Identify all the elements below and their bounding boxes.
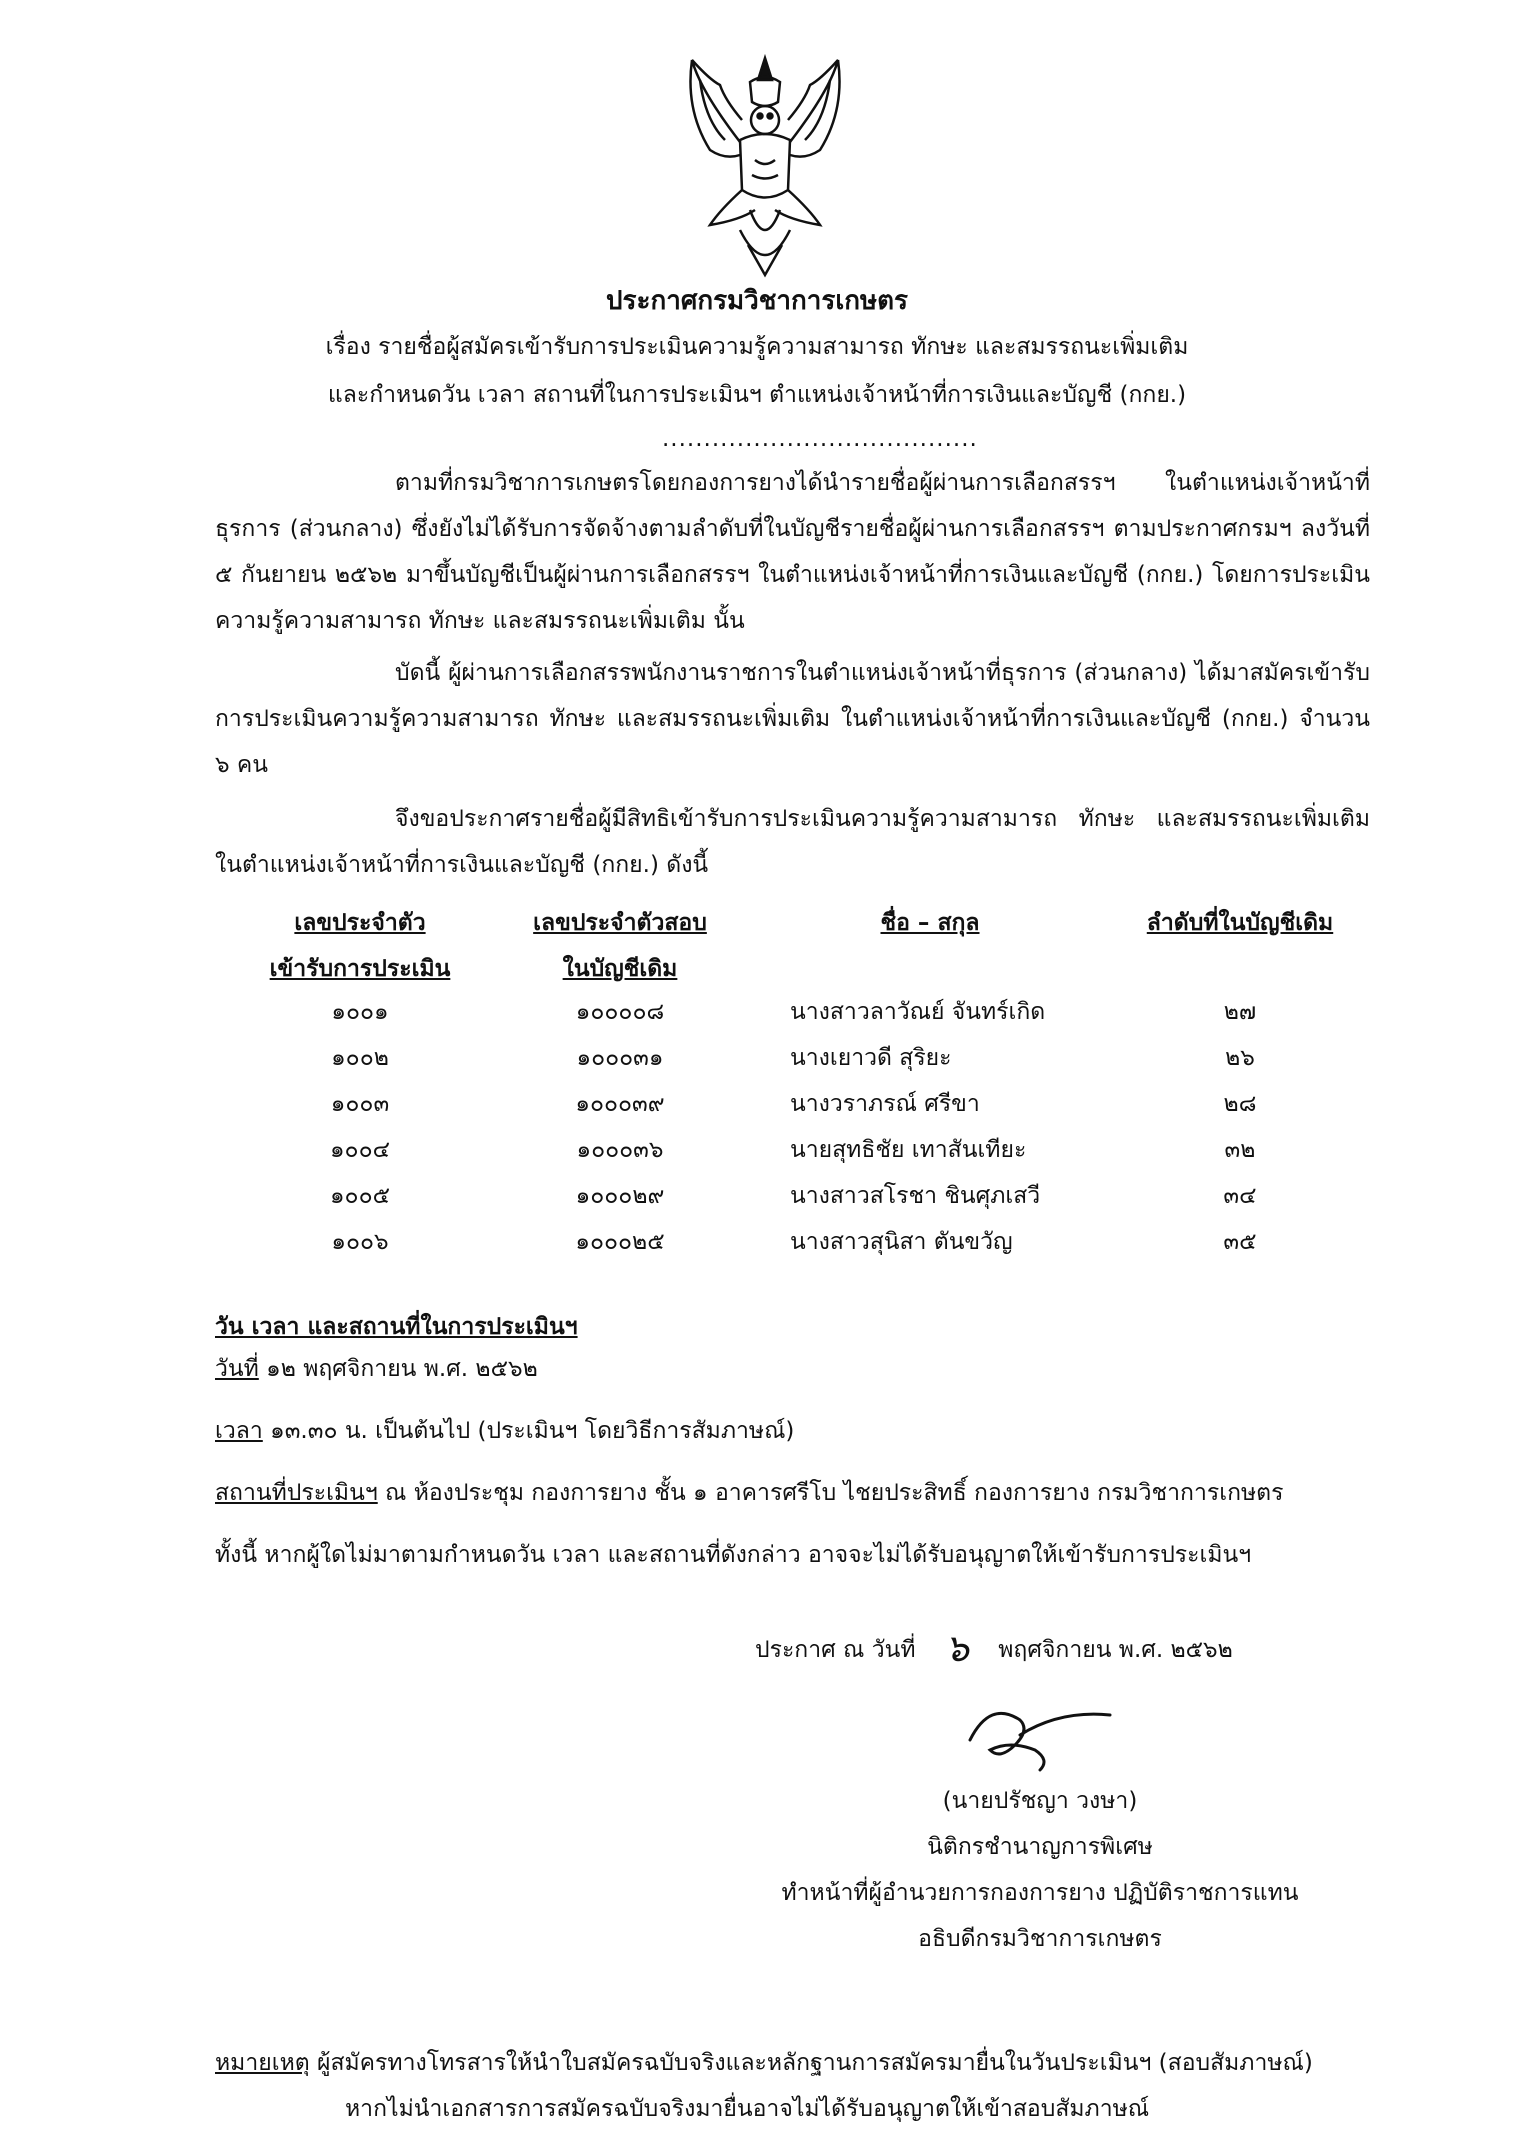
remark-line-1: ผู้สมัครทางโทรสารให้นำใบสมัครฉบับจริงและหลักฐานการสมัครมายื่นในวันประเมินฯ (สอบสัมภาษณ์): [309, 2050, 1313, 2076]
paragraph-3-text: จึงขอประกาศรายชื่อผู้มีสิทธิเข้ารับการประเมินความรู้ความสามารถ ทักษะ และสมรรถนะเพิ่มเติม ในตำแหน่งเจ้าหน้าที่การเงินและบัญชี (กกย.) ดังนี้: [215, 806, 1370, 878]
announce-prefix: ประกาศ ณ วันที่: [755, 1637, 916, 1663]
paragraph-1: [215, 460, 1370, 644]
place-label: สถานที่ประเมินฯ: [215, 1480, 378, 1506]
table-row: [0, 1179, 1514, 1225]
cell-assessment-id: ๑๐๐๕: [329, 1183, 391, 1209]
cell-exam-id: ๑๐๐๐๒๕: [575, 1229, 665, 1255]
signer-name: (นายปรัชญา วงษา): [942, 1788, 1138, 1814]
header-assessment-id: [230, 900, 490, 992]
cell-name: นางสาวลาวัณย์ จันทร์เกิด: [790, 999, 1046, 1025]
table-row: [0, 1225, 1514, 1271]
cell-name: นางวราภรณ์ ศรีขา: [790, 1091, 980, 1117]
cell-exam-id: ๑๐๐๐๒๙: [575, 1183, 665, 1209]
cell-name: นางสาวสโรชา ชินศุภเสวี: [790, 1183, 1041, 1209]
date-label: วันที่: [215, 1356, 259, 1382]
schedule-note: ทั้งนี้ หากผู้ใดไม่มาตามกำหนดวัน เวลา และสถานที่ดังกล่าว อาจจะไม่ได้รับอนุญาตให้เข้ารับการประเมินฯ: [215, 1542, 1252, 1568]
schedule-date: [215, 1352, 1375, 1387]
cell-rank: ๒๘: [1223, 1091, 1257, 1117]
cell-name: นางเยาวดี สุริยะ: [790, 1045, 952, 1071]
paragraph-3: [215, 796, 1370, 888]
paragraph-2-text: บัดนี้ ผู้ผ่านการเลือกสรรพนักงานราชการในตำแหน่งเจ้าหน้าที่ธุรการ (ส่วนกลาง) ได้มาสมัครเข้ารับการประเมินความรู้ความสามารถ ทักษะ และสมรรถนะเพิ่มเติม ในตำแหน่งเจ้าหน้าที่การเงินและบัญชี (กกย.) จำนวน ๖ คน: [215, 660, 1370, 778]
cell-rank: ๒๗: [1223, 999, 1257, 1025]
garuda-emblem-icon: [680, 50, 850, 280]
cell-rank: ๓๒: [1224, 1137, 1256, 1163]
subject-line-2: และกำหนดวัน เวลา สถานที่ในการประเมินฯ ตำแหน่งเจ้าหน้าที่การเงินและบัญชี (กกย.): [327, 382, 1187, 408]
schedule-time: [215, 1414, 1375, 1449]
cell-assessment-id: ๑๐๐๒: [331, 1045, 389, 1071]
remark-line-2: หากไม่นำเอกสารการสมัครฉบับจริงมายื่นอาจไม่ได้รับอนุญาตให้เข้าสอบสัมภาษณ์: [345, 2096, 1150, 2122]
cell-exam-id: ๑๐๐๐๓๑: [576, 1045, 664, 1071]
schedule-title: วัน เวลา และสถานที่ในการประเมินฯ: [215, 1314, 578, 1340]
announce-date: [755, 1616, 1355, 1673]
header-original-rank: ลำดับที่ในบัญชีเดิม: [1146, 910, 1334, 936]
header-assessment-id-line1: เลขประจำตัว: [294, 910, 426, 936]
announce-day: ๖: [944, 1626, 969, 1670]
signer-acting: ทำหน้าที่ผู้อำนวยการกองการยาง ปฏิบัติราชการแทน: [781, 1880, 1299, 1906]
cell-exam-id: ๑๐๐๐๓๖: [576, 1137, 664, 1163]
subject-line-1: เรื่อง รายชื่อผู้สมัครเข้ารับการประเมินความรู้ความสามารถ ทักษะ และสมรรถนะเพิ่มเติม: [325, 334, 1189, 360]
announcement-title: ประกาศกรมวิชาการเกษตร: [606, 286, 908, 316]
date-value: ๑๒ พฤศจิกายน พ.ศ. ๒๕๖๒: [258, 1356, 538, 1382]
cell-exam-id: ๑๐๐๐๐๘: [575, 999, 665, 1025]
paragraph-1-text: ตามที่กรมวิชาการเกษตรโดยกองการยางได้นำรายชื่อผู้ผ่านการเลือกสรรฯ ในตำแหน่งเจ้าหน้าที่ธุรการ (ส่วนกลาง) ซึ่งยังไม่ได้รับการจัดจ้างตามลำดับที่ในบัญชีรายชื่อผู้ผ่านการเลือกสรรฯ ตามประกาศกรมฯ ลงวันที่ ๕ กันยายน ๒๕๖๒ มาขึ้นบัญชีเป็นผู้ผ่านการเลือกสรรฯ ในตำแหน่งเจ้าหน้าที่การเงินและบัญชี (กกย.) โดยการประเมินความรู้ความสามารถ ทักษะ และสมรรถนะเพิ่มเติม นั้น: [215, 470, 1370, 634]
remark: [215, 2040, 1395, 2132]
place-value: ณ ห้องประชุม กองการยาง ชั้น ๑ อาคารศรีโบ ไชยประสิทธิ์ กองการยาง กรมวิชาการเกษตร: [377, 1480, 1284, 1506]
signer-position: นิติกรชำนาญการพิเศษ: [927, 1834, 1153, 1860]
table-row: [0, 995, 1514, 1041]
header-exam-id-line1: เลขประจำตัวสอบ: [533, 910, 707, 936]
cell-assessment-id: ๑๐๐๔: [329, 1137, 391, 1163]
announce-suffix: พฤศจิกายน พ.ศ. ๒๕๖๒: [998, 1637, 1233, 1663]
header-exam-id-line2: ในบัญชีเดิม: [562, 956, 678, 982]
table-row: [0, 1133, 1514, 1179]
time-value: ๑๓.๓๐ น. เป็นต้นไป (ประเมินฯ โดยวิธีการสัมภาษณ์): [262, 1418, 795, 1444]
cell-name: นายสุทธิชัย เทาสันเทียะ: [790, 1137, 1027, 1163]
header-assessment-id-line2: เข้ารับการประเมิน: [269, 956, 451, 982]
cell-name: นางสาวสุนิสา ตันขวัญ: [790, 1229, 1013, 1255]
header-exam-id: [490, 900, 750, 992]
cell-assessment-id: ๑๐๐๑: [331, 999, 389, 1025]
time-label: เวลา: [215, 1418, 263, 1444]
cell-rank: ๓๕: [1223, 1229, 1257, 1255]
cell-assessment-id: ๑๐๐๓: [330, 1091, 390, 1117]
cell-exam-id: ๑๐๐๐๓๙: [575, 1091, 665, 1117]
table-row: [0, 1087, 1514, 1133]
cell-rank: ๓๔: [1223, 1183, 1257, 1209]
signer-office: อธิบดีกรมวิชาการเกษตร: [918, 1926, 1162, 1952]
candidate-table: [0, 995, 1514, 1271]
separator-dots: ......................................: [662, 426, 978, 452]
header-name: ชื่อ – สกุล: [880, 910, 980, 936]
remark-label: หมายเหตุ: [215, 2050, 310, 2076]
cell-assessment-id: ๑๐๐๖: [331, 1229, 389, 1255]
table-row: [0, 1041, 1514, 1087]
paragraph-2: [215, 650, 1370, 788]
schedule-place: [215, 1476, 1375, 1511]
cell-rank: ๒๖: [1225, 1045, 1255, 1071]
signature-icon: [960, 1680, 1120, 1780]
